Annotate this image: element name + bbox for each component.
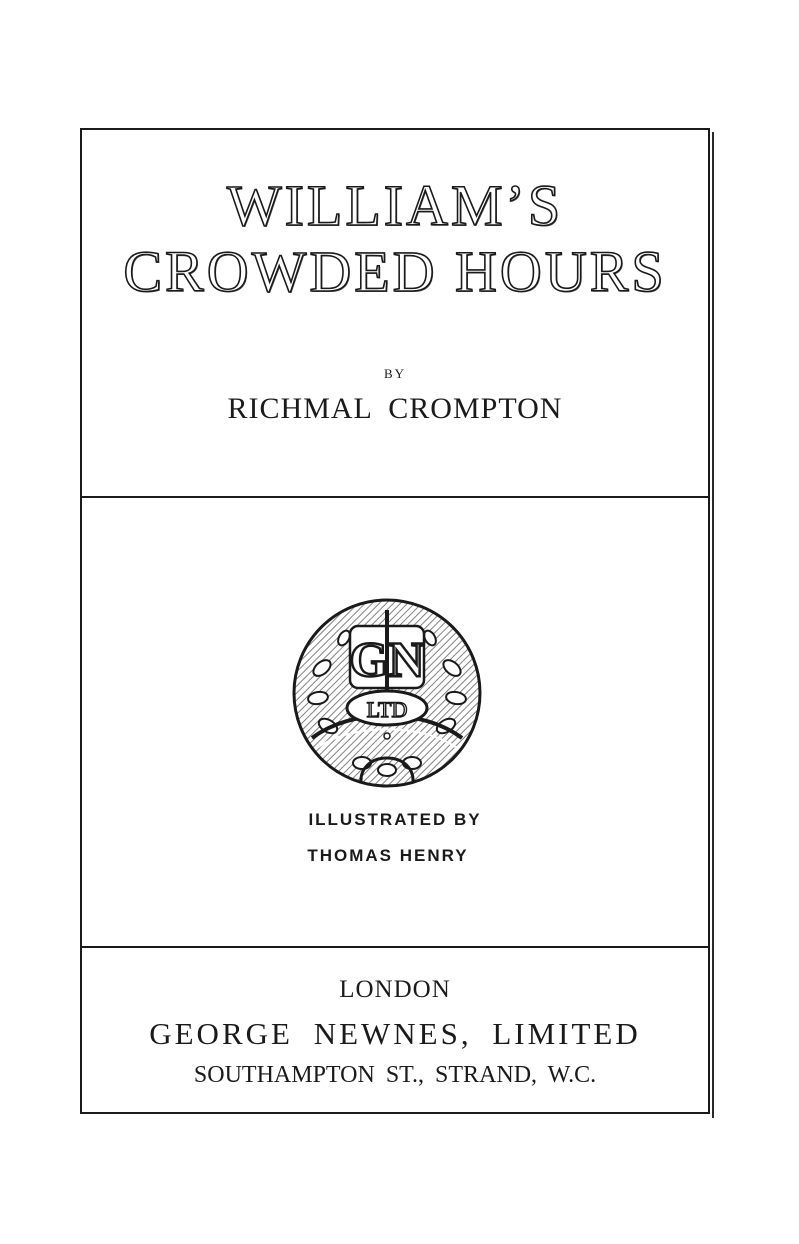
publisher-address: SOUTHAMPTON ST., STRAND, W.C. xyxy=(193,1062,597,1088)
seal-monogram: GN xyxy=(349,631,425,687)
imprint-city: LONDON xyxy=(339,976,451,1003)
divider-rule-bottom xyxy=(82,946,708,948)
illustrated-by-label: ILLUSTRATED BY xyxy=(308,810,482,829)
byline-by: BY xyxy=(383,366,407,381)
publisher-name: GEORGE NEWNES, LIMITED xyxy=(149,1016,641,1051)
seal-inscription: LTD xyxy=(366,697,408,722)
divider-rule-top xyxy=(82,496,708,498)
author-name: RICHMAL CROMPTON xyxy=(227,392,563,425)
book-title-line-1: WILLIAM’S xyxy=(226,173,564,238)
illustrator-name: THOMAS HENRY xyxy=(307,846,469,865)
title-page-frame xyxy=(80,128,710,1114)
book-title-line-2: CROWDED HOURS xyxy=(123,239,667,304)
publisher-seal-icon xyxy=(292,598,482,788)
